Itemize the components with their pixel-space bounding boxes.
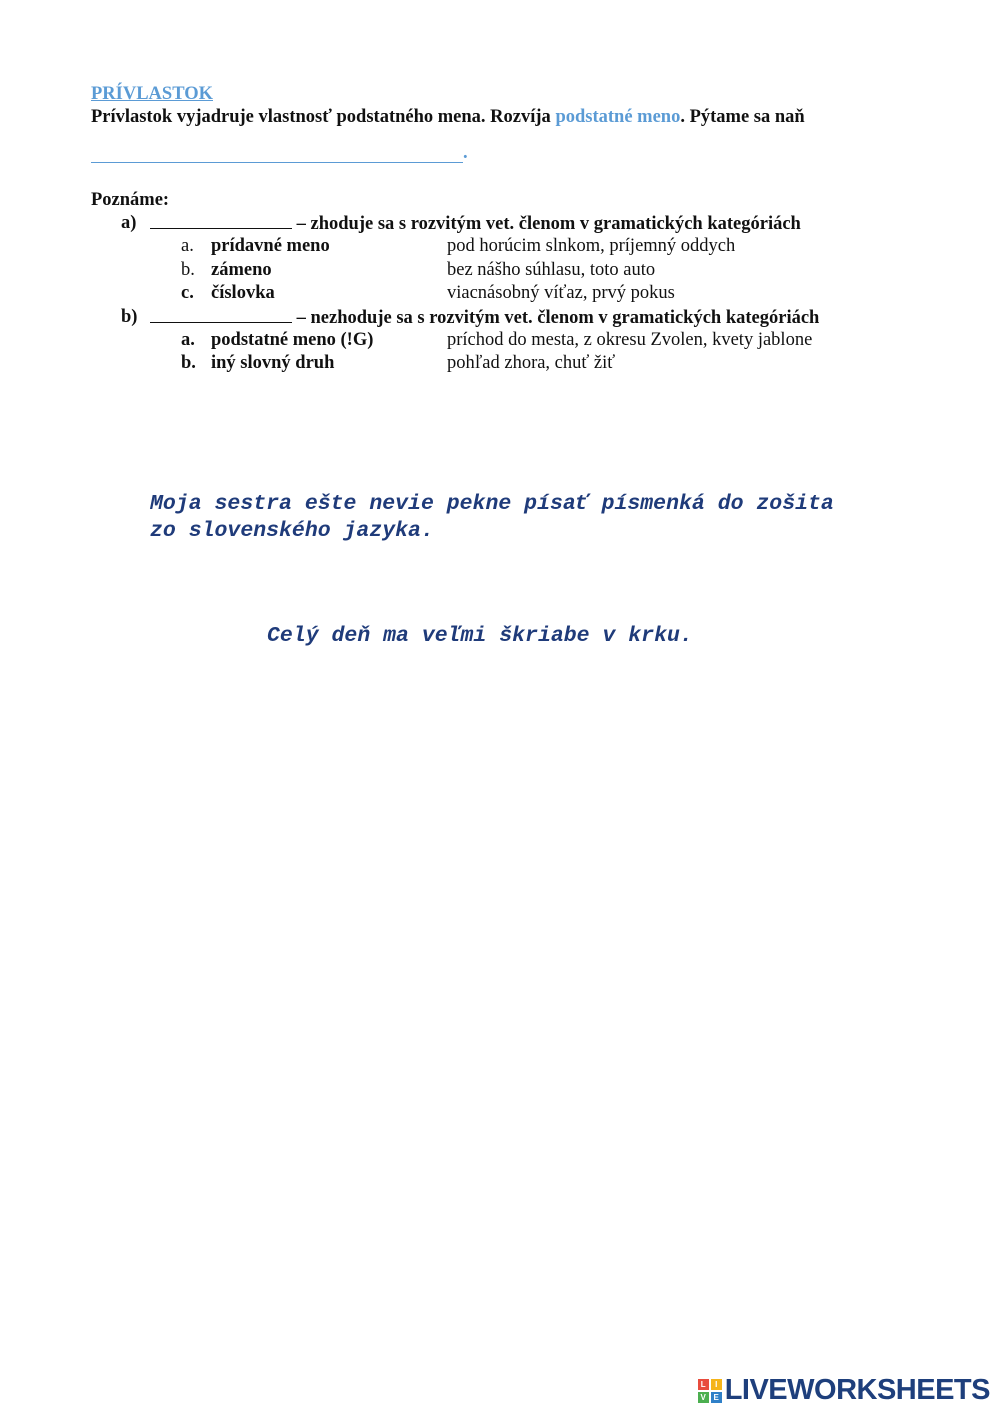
group-b-item-b-example: pohľad zhora, chuť žiť [447,353,616,373]
group-a-item-b-marker: b. [181,260,195,280]
group-b-description: – nezhoduje sa s rozvitým vet. členom v gramatických kategóriách [292,308,820,328]
intro-text-end: . Pýtame sa naň [680,107,805,127]
group-a-item-b-term: zámeno [211,260,272,280]
exercise-sentence-1-line-1[interactable]: Moja sestra ešte nevie pekne písať písmenká do zošita [150,492,834,516]
group-b-item-a-term: podstatné meno (!G) [211,330,374,350]
group-a-item-b-example: bez nášho súhlasu, toto auto [447,260,656,280]
group-a-blank[interactable] [150,213,292,229]
group-b-item-b-marker: b. [181,353,196,373]
logo-block-l: L [698,1379,709,1390]
group-a-item-a-example: pod horúcim slnkom, príjemný oddych [447,236,736,256]
group-a-marker: a) [121,213,137,233]
group-b-item-a-marker: a. [181,330,195,350]
group-b-marker: b) [121,307,138,327]
group-a-description: – zhoduje sa s rozvitým vet. členom v gramatických kategóriách [292,214,801,234]
logo-block-v: V [698,1392,709,1403]
group-a-row [121,213,136,234]
exercise-sentence-1-line-2[interactable]: zo slovenského jazyka. [150,519,434,543]
group-b-line [150,307,819,329]
page-heading: PRÍVLASTOK [91,84,213,104]
question-answer-blank[interactable] [91,146,463,163]
group-a-item-c-marker: c. [181,283,194,303]
logo-block-i: I [711,1379,722,1390]
group-a-line [150,213,801,235]
intro-text-start: Prívlastok vyjadruje vlastnosť podstatného mena. Rozvíja [91,107,556,127]
known-label: Poznáme: [91,190,170,210]
group-b-item-b-term: iný slovný druh [211,353,335,373]
group-a-item-a-term: prídavné meno [211,236,330,256]
group-b-row [121,307,137,328]
logo-text: LIVEWORKSHEETS [724,1374,990,1406]
logo-blocks-icon [698,1379,722,1403]
exercise-sentence-2[interactable]: Celý deň ma veľmi škriabe v krku. [267,624,693,648]
liveworksheets-logo [698,1374,990,1407]
group-b-blank[interactable] [150,307,292,323]
logo-block-e: E [711,1392,722,1403]
group-a-item-a-marker: a. [181,236,194,256]
group-b-item-a-example: príchod do mesta, z okresu Zvolen, kvety jablone [447,330,813,350]
group-a-item-c-term: číslovka [211,283,275,303]
answer-blank-period: . [463,143,468,163]
group-a-item-c-example: viacnásobný víťaz, prvý pokus [447,283,675,303]
intro-sentence [91,107,805,128]
intro-highlight: podstatné meno [555,107,681,127]
